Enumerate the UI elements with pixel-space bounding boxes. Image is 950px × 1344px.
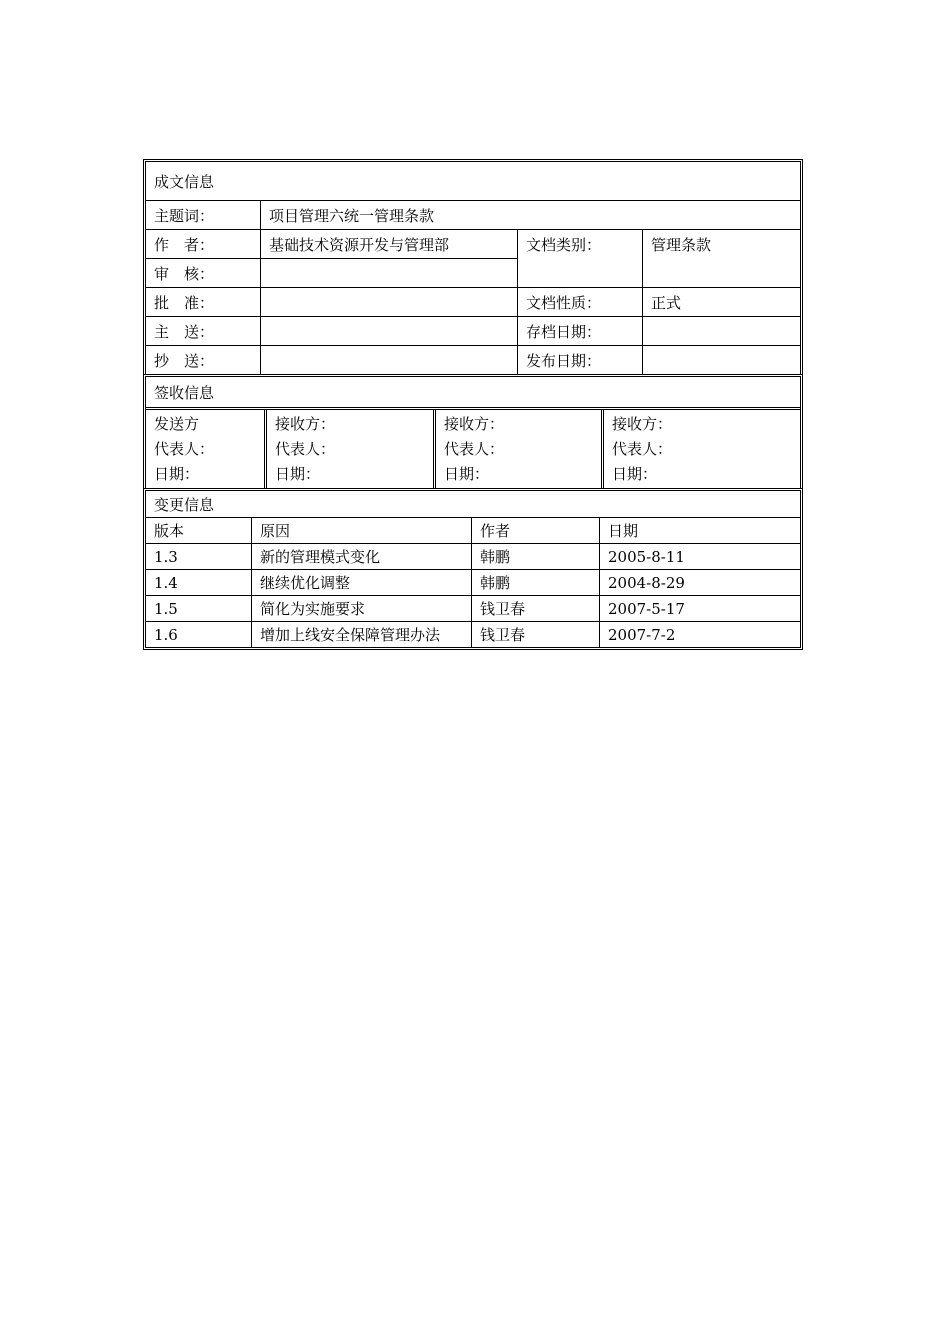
subject-row [146, 200, 800, 229]
sender-title: 发送方 [154, 415, 200, 433]
change-author: 钱卫春 [471, 622, 599, 647]
section-title-changes: 变更信息 [154, 495, 215, 514]
table-row [146, 543, 800, 569]
signoff-grid [146, 407, 800, 488]
publish-date-label: 发布日期： [517, 346, 642, 374]
copy-send-label: 抄 送： [154, 351, 215, 370]
change-date: 2007-5-17 [599, 596, 800, 621]
author-value: 基础技术资源开发与管理部 [260, 230, 517, 258]
table-row [146, 569, 800, 595]
change-info-block [143, 488, 803, 650]
change-date: 2004-8-29 [599, 570, 800, 595]
main-send-value [260, 317, 517, 345]
change-author: 韩鹏 [471, 544, 599, 569]
approver-label: 批 准： [154, 293, 215, 312]
reviewer-value [260, 259, 517, 287]
receiver-1-title: 接收方： [275, 415, 336, 433]
section-title-drafting: 成文信息 [154, 172, 215, 191]
change-reason: 简化为实施要求 [251, 596, 471, 621]
change-date: 2007-7-2 [599, 622, 800, 647]
change-version: 1.3 [154, 547, 178, 566]
change-header-author: 作者 [471, 518, 599, 543]
author-reviewer-group [146, 229, 800, 287]
change-version: 1.6 [154, 625, 178, 644]
approver-value [260, 288, 517, 316]
sender-date: 日期： [154, 465, 200, 483]
subject-label: 主题词： [154, 206, 215, 225]
signoff-info-block [143, 374, 803, 488]
drafting-info-block [143, 159, 803, 374]
publish-date-value [642, 346, 800, 374]
reviewer-row [146, 258, 517, 287]
sender-column [146, 410, 258, 488]
change-header-date: 日期 [599, 518, 800, 543]
change-table [146, 517, 800, 647]
change-author: 韩鹏 [471, 570, 599, 595]
sender-rep: 代表人： [154, 440, 215, 458]
receiver-1-date: 日期： [275, 465, 321, 483]
section-title-signoff: 签收信息 [154, 383, 215, 402]
copy-send-value [260, 346, 517, 374]
subject-value: 项目管理六统一管理条款 [260, 201, 800, 229]
author-label: 作 者： [154, 235, 215, 254]
main-send-label: 主 送： [154, 322, 215, 341]
receiver-3-rep: 代表人： [612, 440, 673, 458]
change-reason: 增加上线安全保障管理办法 [251, 622, 471, 647]
table-row [146, 595, 800, 621]
doc-nature-value: 正式 [642, 288, 800, 316]
archive-date-label: 存档日期： [517, 317, 642, 345]
receiver-2-date: 日期： [444, 465, 490, 483]
doc-type-value: 管理条款 [642, 230, 800, 287]
receiver-2-rep: 代表人： [444, 440, 505, 458]
approver-row [146, 287, 800, 316]
change-date: 2005-8-11 [599, 544, 800, 569]
receiver-3-title: 接收方： [612, 415, 673, 433]
change-header-reason: 原因 [251, 518, 471, 543]
drafting-grid [146, 200, 800, 374]
change-version: 1.5 [154, 599, 178, 618]
change-author: 钱卫春 [471, 596, 599, 621]
change-reason: 新的管理模式变化 [251, 544, 471, 569]
doc-nature-label: 文档性质： [517, 288, 642, 316]
archive-date-value [642, 317, 800, 345]
copy-send-row [146, 345, 800, 374]
receiver-column-1 [264, 410, 436, 488]
main-send-row [146, 316, 800, 345]
change-version: 1.4 [154, 573, 178, 592]
change-reason: 继续优化调整 [251, 570, 471, 595]
change-header-row [146, 517, 800, 543]
receiver-column-3 [604, 410, 800, 488]
reviewer-label: 审 核： [154, 264, 215, 283]
receiver-1-rep: 代表人： [275, 440, 336, 458]
table-row [146, 621, 800, 647]
receiver-column-2 [436, 410, 604, 488]
document-info-table [143, 159, 803, 650]
author-row [146, 230, 517, 258]
doc-type-label: 文档类别： [517, 230, 642, 287]
receiver-3-date: 日期： [612, 465, 658, 483]
author-reviewer-left [146, 230, 517, 287]
change-header-version: 版本 [154, 522, 185, 540]
receiver-2-title: 接收方： [444, 415, 505, 433]
